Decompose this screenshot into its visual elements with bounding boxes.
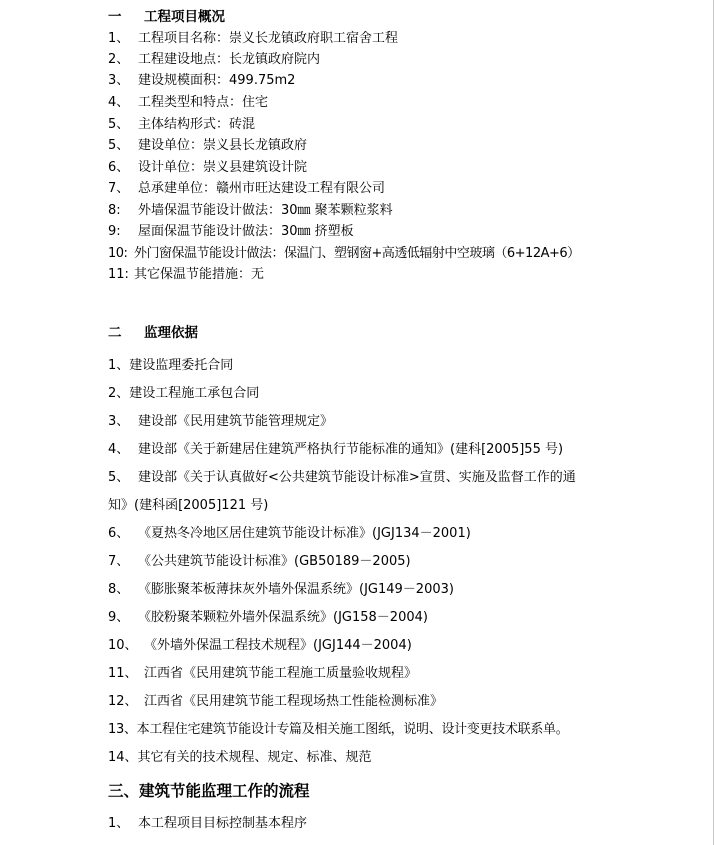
- item-number: 5、: [108, 138, 130, 153]
- section2-item: [108, 609, 428, 627]
- item-number: 4、: [108, 442, 130, 457]
- item-number: 7、: [108, 554, 130, 569]
- section1-item: [108, 159, 307, 177]
- section1-item: [108, 51, 320, 69]
- item-text: 江西省《民用建筑节能工程现场热工性能检测标准》: [144, 694, 444, 709]
- item-number: 9:: [108, 224, 121, 239]
- item-number: 1、: [108, 816, 130, 831]
- section1-title: 工程项目概况: [144, 9, 225, 25]
- section3-heading: 三、建筑节能监理工作的流程: [108, 782, 310, 800]
- item-number: 6、: [108, 160, 130, 175]
- section3-item: [108, 815, 307, 833]
- section2-item: [108, 581, 454, 599]
- section2-item: [108, 441, 563, 459]
- section2-item: [108, 385, 259, 403]
- section2-number: 二: [108, 325, 122, 341]
- item-text: 主体结构形式：砖混: [138, 117, 256, 132]
- item-number: 11、: [108, 666, 138, 681]
- item-number: 5、: [108, 470, 130, 485]
- item-text: 江西省《民用建筑节能工程施工质量验收规程》: [144, 666, 418, 681]
- item-number: 3、: [108, 73, 130, 88]
- item-number: 13、: [108, 722, 137, 737]
- section1-item: [108, 72, 295, 90]
- item-text: 其它保温节能措施：无: [134, 267, 265, 282]
- item-text: 外墙保温节能设计做法：30㎜ 聚苯颗粒浆料: [138, 203, 393, 218]
- section1-item: [108, 94, 268, 112]
- section1-item: [108, 180, 385, 198]
- section2-item: [108, 693, 443, 711]
- section2-item: [108, 469, 576, 487]
- item-number: 11:: [108, 267, 129, 282]
- section2-item: [108, 665, 417, 683]
- item-number: 12、: [108, 694, 138, 709]
- section2-item: [108, 637, 412, 655]
- item-text: 建设规模面积：499.75m2: [138, 73, 296, 88]
- section2-item: [108, 553, 411, 571]
- section1-item: [108, 266, 264, 284]
- item-text: 其它有关的技术规程、规定、标准、规范: [137, 750, 372, 765]
- item-number: 1、: [108, 31, 130, 46]
- item-number: 8:: [108, 203, 121, 218]
- item-text: 屋面保温节能设计做法：30㎜ 挤塑板: [138, 224, 354, 239]
- item-text: 知》(建科函[2005]121 号): [108, 498, 269, 513]
- item-text: 《胶粉聚苯颗粒外墙外保温系统》(JG158－2004): [138, 610, 428, 625]
- item-number: 3、: [108, 414, 130, 429]
- item-text: 工程建设地点：长龙镇政府院内: [138, 52, 321, 67]
- item-number: 8、: [108, 582, 130, 597]
- item-number: 4、: [108, 95, 130, 110]
- item-number: 14、: [108, 750, 138, 765]
- item-text: 《膨胀聚苯板薄抹灰外墙外保温系统》(JG149－2003): [138, 582, 454, 597]
- section2-item: [108, 413, 333, 431]
- item-text: 总承建单位：赣州市旺达建设工程有限公司: [138, 181, 386, 196]
- item-number: 10:: [108, 246, 128, 261]
- item-text: 本工程项目目标控制基本程序: [138, 816, 308, 831]
- item-text: 建设工程施工承包合同: [129, 386, 260, 401]
- item-number: 6、: [108, 526, 130, 541]
- item-text: 本工程住宅建筑节能设计专篇及相关施工图纸，说明、设计变更技术联系单。: [136, 722, 569, 737]
- section1-item: [108, 137, 307, 155]
- section2-item: [108, 357, 233, 375]
- item-text: 《夏热冬冷地区居住建筑节能设计标准》(JGJ134－2001): [138, 526, 471, 541]
- section1-item: [108, 202, 393, 220]
- item-number: 9、: [108, 610, 130, 625]
- item-text: 工程项目名称：崇义长龙镇政府职工宿舍工程: [138, 31, 399, 46]
- item-number: 5、: [108, 117, 130, 132]
- section1-item: [108, 223, 354, 241]
- item-text: 《公共建筑节能设计标准》(GB50189－2005): [138, 554, 411, 569]
- item-text: 建设部《关于新建居住建筑严格执行节能标准的通知》(建科[2005]55 号): [138, 442, 564, 457]
- item-text: 外门窗保温节能设计做法：保温门、塑钢窗+高透低辐射中空玻璃（6+12A+6）: [134, 246, 580, 261]
- item-number: 1、: [108, 358, 130, 373]
- item-text: 工程类型和特点：住宅: [138, 95, 269, 110]
- item-text: 《外墙外保温工程技术规程》(JGJ144－2004): [144, 638, 412, 653]
- item-text: 建设部《民用建筑节能管理规定》: [138, 414, 334, 429]
- section1-heading: [108, 8, 225, 26]
- item-number: 7、: [108, 181, 130, 196]
- section2-item: [108, 749, 372, 767]
- item-text: 建设部《关于认真做好<公共建筑节能设计标准>宣贯、实施及监督工作的通: [138, 470, 576, 485]
- section1-item: [108, 245, 580, 263]
- section2-title: 监理依据: [144, 325, 198, 341]
- section2-item-continuation: [108, 497, 268, 515]
- section1-number: 一: [108, 9, 122, 25]
- section2-item: [108, 525, 471, 543]
- item-text: 设计单位：崇义县建筑设计院: [138, 160, 308, 175]
- item-number: 10、: [108, 638, 138, 653]
- section1-item: [108, 30, 398, 48]
- item-number: 2、: [108, 52, 130, 67]
- section2-item: [108, 721, 568, 739]
- item-number: 2、: [108, 386, 130, 401]
- item-text: 建设单位：崇义县长龙镇政府: [138, 138, 308, 153]
- item-text: 建设监理委托合同: [129, 358, 234, 373]
- section1-item: [108, 116, 255, 134]
- section2-heading: [108, 324, 198, 342]
